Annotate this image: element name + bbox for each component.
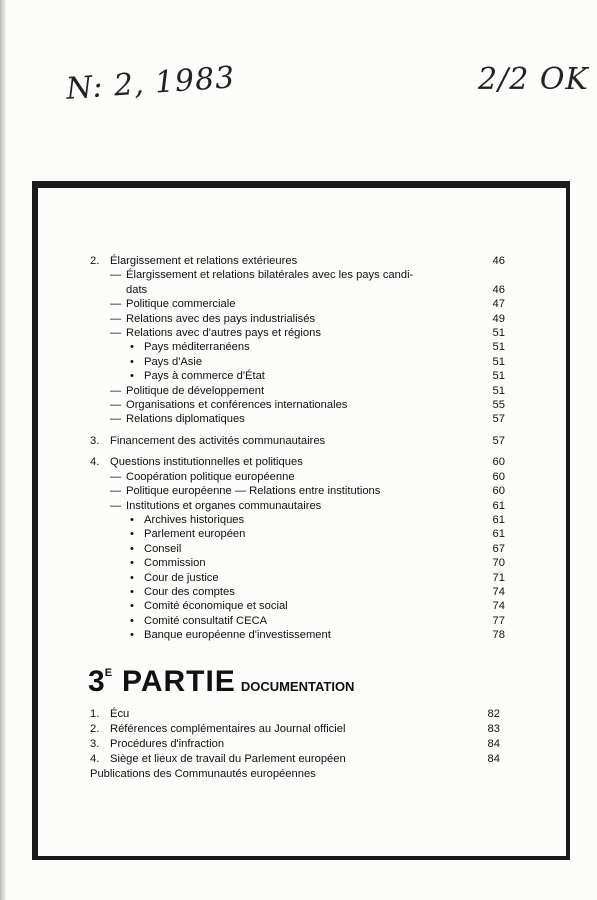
- toc-entry-text: Pays à commerce d'État: [144, 370, 265, 383]
- toc-row: [90, 254, 505, 268]
- documentation-row: [90, 752, 500, 767]
- handwritten-check-note: 2/2 OK: [478, 62, 589, 97]
- toc-page-number: 74: [492, 585, 505, 598]
- documentation-entry-text: Écu: [110, 708, 130, 720]
- toc-entry: [90, 499, 485, 513]
- bullet-marker: •: [130, 341, 134, 354]
- documentation-entry-text: Procédures d'infraction: [110, 738, 225, 750]
- scan-edge: [0, 0, 6, 900]
- toc-entry: [90, 513, 485, 527]
- documentation-page-number: 84: [487, 738, 500, 750]
- part-number: 3: [88, 665, 105, 698]
- toc-row: [90, 556, 505, 570]
- toc-entry-text: Institutions et organes communautaires: [126, 499, 322, 512]
- documentation-number: 2.: [90, 723, 100, 735]
- documentation-entry-text: Publications des Communautés européennes: [90, 768, 316, 780]
- toc-page-number: 60: [492, 485, 505, 498]
- documentation-entry: [90, 767, 480, 782]
- toc-row: [90, 628, 505, 642]
- bullet-marker: •: [130, 370, 134, 383]
- dash-marker: —: [110, 470, 122, 483]
- toc-entry-text: Comité consultatif CECA: [144, 614, 268, 627]
- toc-entry-text: Cour de justice: [144, 571, 219, 584]
- dash-marker: —: [110, 485, 122, 498]
- bullet-marker: •: [130, 600, 134, 613]
- toc-number: 2.: [90, 255, 100, 267]
- toc-page-number: 51: [492, 327, 505, 340]
- toc-number: 4.: [90, 456, 100, 469]
- toc-row: [90, 571, 505, 585]
- toc-entry: [90, 571, 485, 585]
- part-title: PARTIE: [122, 665, 236, 698]
- toc-page-number: 60: [492, 470, 505, 483]
- toc-page-number: 71: [492, 571, 505, 584]
- toc-row: [90, 268, 505, 282]
- toc-page-number: 61: [492, 528, 505, 541]
- toc-entry: [90, 355, 485, 369]
- toc-entry-text: Pays méditerranéens: [144, 341, 250, 354]
- toc-page-number: 51: [492, 341, 505, 354]
- part-heading: [88, 665, 354, 699]
- toc-entry: [90, 340, 485, 354]
- toc-row: [90, 455, 505, 469]
- toc-row: [90, 384, 505, 398]
- toc-row: [90, 542, 505, 556]
- documentation-entry: [90, 737, 480, 752]
- documentation-page-number: 83: [487, 723, 500, 735]
- toc-page-number: 78: [492, 629, 505, 642]
- part-subtitle: DOCUMENTATION: [240, 679, 355, 694]
- toc-entry: [90, 455, 485, 469]
- documentation-entry: [90, 707, 480, 722]
- toc-entry: [90, 542, 485, 556]
- toc-entry: [90, 312, 485, 326]
- toc-entry: [90, 268, 485, 282]
- documentation-number: 1.: [90, 708, 100, 720]
- toc-page-number: 51: [492, 370, 505, 383]
- bullet-marker: •: [130, 629, 134, 642]
- toc-entry-text: Commission: [144, 557, 206, 570]
- bullet-marker: •: [130, 542, 134, 555]
- toc-entry: [90, 326, 485, 340]
- dash-marker: —: [110, 399, 122, 412]
- bullet-marker: •: [130, 557, 134, 570]
- toc-row: [90, 283, 505, 297]
- toc-entry-text: Coopération politique européenne: [126, 470, 295, 483]
- toc-row: [90, 434, 505, 448]
- toc-row: [90, 527, 505, 541]
- toc-page-number: 57: [492, 413, 505, 426]
- documentation-list: [90, 707, 500, 782]
- dash-marker: —: [110, 413, 122, 426]
- bullet-marker: •: [130, 528, 134, 541]
- toc-page-number: 60: [492, 456, 505, 469]
- documentation-number: 4.: [90, 753, 100, 765]
- toc-page-number: 46: [492, 255, 505, 267]
- toc-entry: [90, 254, 485, 268]
- dash-marker: —: [110, 384, 122, 397]
- toc-entry: [90, 398, 485, 412]
- toc-row: [90, 470, 505, 484]
- toc-page-number: 61: [492, 513, 505, 526]
- documentation-row: [90, 767, 500, 782]
- toc-page-number: 61: [492, 499, 505, 512]
- toc-entry-text: Politique commerciale: [126, 298, 236, 311]
- toc-row: [90, 513, 505, 527]
- toc-page-number: 70: [492, 557, 505, 570]
- toc-entry: [90, 614, 485, 628]
- toc-entry-text: Relations avec d'autres pays et régions: [126, 327, 321, 340]
- toc-row: [90, 412, 505, 426]
- part-superscript: E: [104, 667, 113, 679]
- toc-row: [90, 312, 505, 326]
- toc-page-number: 74: [492, 600, 505, 613]
- toc-entry: [90, 585, 485, 599]
- bullet-marker: •: [130, 571, 134, 584]
- toc-row: [90, 585, 505, 599]
- toc-page-number: 51: [492, 355, 505, 368]
- toc-entry: [90, 434, 485, 448]
- toc-entry-text: Cour des comptes: [144, 585, 235, 598]
- toc-page-number: 55: [492, 399, 505, 412]
- documentation-page-number: 82: [487, 708, 500, 720]
- toc-page-number: 51: [492, 384, 505, 397]
- toc-row: [90, 297, 505, 311]
- handwritten-issue-number: N: 2, 1983: [64, 60, 237, 107]
- toc-number: 3.: [90, 434, 100, 447]
- documentation-entry: [90, 752, 480, 767]
- table-of-contents: [90, 254, 505, 643]
- toc-entry-text: Élargissement et relations extérieures: [110, 255, 298, 267]
- toc-entry-text: dats: [126, 283, 148, 296]
- toc-entry-text: Politique européenne — Relations entre institutions: [126, 485, 381, 498]
- toc-entry: [90, 369, 485, 383]
- toc-entry: [90, 384, 485, 398]
- toc-row: [90, 326, 505, 340]
- toc-entry: [90, 470, 485, 484]
- bullet-marker: •: [130, 513, 134, 526]
- toc-entry-text: Questions institutionnelles et politiques: [110, 456, 303, 469]
- toc-entry-text: Relations diplomatiques: [126, 413, 245, 426]
- bullet-marker: •: [130, 614, 134, 627]
- toc-entry-text: Archives historiques: [144, 513, 245, 526]
- toc-entry: [90, 283, 485, 297]
- toc-entry-text: Politique de développement: [126, 384, 265, 397]
- dash-marker: —: [110, 327, 122, 340]
- dash-marker: —: [110, 499, 122, 512]
- toc-entry: [90, 412, 485, 426]
- toc-entry-text: Conseil: [144, 542, 182, 555]
- toc-page-number: 67: [492, 542, 505, 555]
- toc-page-number: 77: [492, 614, 505, 627]
- documentation-entry-text: Siège et lieux de travail du Parlement européen: [110, 753, 346, 765]
- documentation-number: 3.: [90, 738, 100, 750]
- toc-entry: [90, 527, 485, 541]
- toc-entry: [90, 599, 485, 613]
- documentation-row: [90, 707, 500, 722]
- bullet-marker: •: [130, 355, 134, 368]
- toc-entry-text: Financement des activités communautaires: [110, 434, 326, 447]
- dash-marker: —: [110, 269, 122, 282]
- bullet-marker: •: [130, 585, 134, 598]
- toc-row: [90, 355, 505, 369]
- dash-marker: —: [110, 298, 122, 311]
- documentation-entry: [90, 722, 480, 737]
- toc-entry-text: Parlement européen: [144, 528, 246, 541]
- toc-entry-text: Pays d'Asie: [144, 355, 203, 368]
- toc-entry-text: Relations avec des pays industrialisés: [126, 312, 316, 325]
- toc-entry: [90, 628, 485, 642]
- toc-entry: [90, 556, 485, 570]
- toc-entry-text: Organisations et conférences internationales: [126, 399, 348, 412]
- toc-page-number: 47: [492, 298, 505, 311]
- toc-page-number: 46: [492, 283, 505, 296]
- toc-row: [90, 499, 505, 513]
- toc-row: [90, 369, 505, 383]
- documentation-row: [90, 737, 500, 752]
- toc-row: [90, 340, 505, 354]
- documentation-page-number: 84: [487, 753, 500, 765]
- toc-entry-text: Banque européenne d'investissement: [144, 629, 331, 642]
- toc-entry-text: Élargissement et relations bilatérales avec les pays candi-: [126, 269, 414, 282]
- toc-entry: [90, 484, 485, 498]
- toc-page-number: 57: [492, 434, 505, 447]
- toc-row: [90, 484, 505, 498]
- toc-row: [90, 599, 505, 613]
- toc-entry: [90, 297, 485, 311]
- toc-entry-text: Comité économique et social: [144, 600, 288, 613]
- dash-marker: —: [110, 312, 122, 325]
- documentation-row: [90, 722, 500, 737]
- toc-page-number: 49: [492, 312, 505, 325]
- toc-row: [90, 614, 505, 628]
- documentation-entry-text: Références complémentaires au Journal officiel: [110, 723, 346, 735]
- toc-row: [90, 398, 505, 412]
